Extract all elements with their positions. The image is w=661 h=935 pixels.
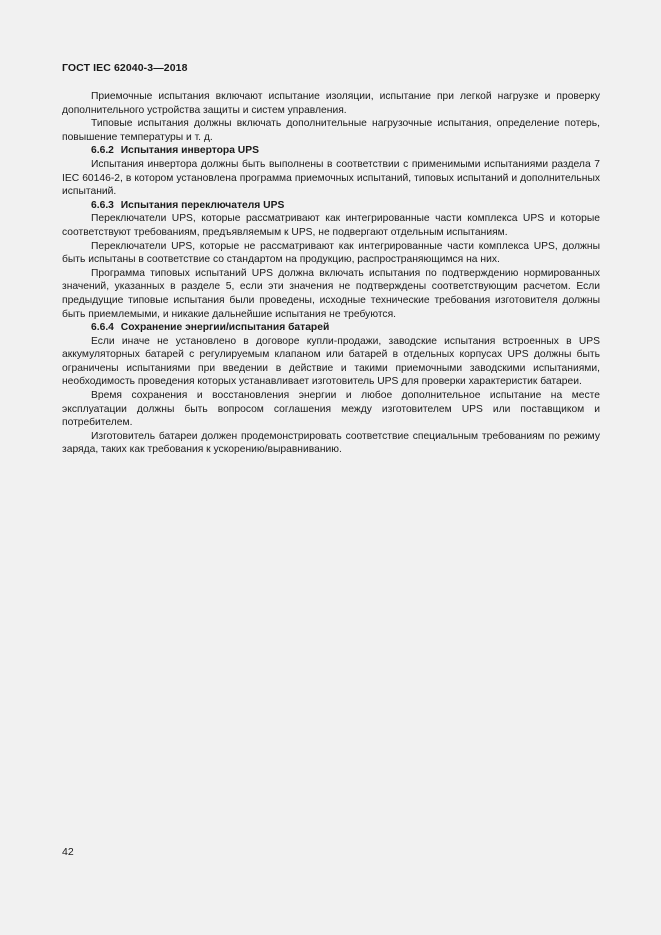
section-number: 6.6.4 <box>91 322 114 334</box>
section-number: 6.6.2 <box>91 145 114 157</box>
section-number: 6.6.3 <box>91 199 114 211</box>
paragraph-inverter-tests: Испытания инвертора должны быть выполнены в соответствии с применимыми испытаниями раздела 7 IEC 60146-2, в котором установлена программа приемочных испытаний, типовых испытаний и дополнительных испытаний. <box>62 158 600 198</box>
section-title: Сохранение энергии/испытания батарей <box>120 322 330 334</box>
section-title: Испытания переключателя UPS <box>120 199 285 211</box>
section-title: Испытания инвертора UPS <box>120 145 259 157</box>
paragraph-type-test-program: Программа типовых испытаний UPS должна включать испытания по подтверждению нормированных значений, указанных в разделе 5, если эти значения не подтверждены соответствующим расчетом. Если предыдущие типовые испытания были проведены, исходные технические требования изготовителя должны быть приемлемыми, и никакие дальнейшие испытания не требуются. <box>62 267 600 320</box>
paragraph-acceptance-tests: Приемочные испытания включают испытание изоляции, испытание при легкой нагрузке и проверку дополнительного устройства защиты и систем управления. <box>62 91 600 116</box>
paragraph-energy-storage-time: Время сохранения и восстановления энергии и любое дополнительное испытание на месте эксплуатации должны быть вопросом соглашения между изготовителем UPS или поставщиком и потребителем. <box>62 390 600 429</box>
paragraph-battery-factory-tests: Если иначе не установлено в договоре купли-продажи, заводские испытания встроенных в UPS аккумуляторных батарей с регулируемым клапаном или батарей в отдельных корпусах UPS должны быть ограничены испытаниями при введении в действие и такими приемочными заводскими испытаниями, необходимость проведения которых устанавливает изготовитель UPS для проверки характеристик батареи. <box>62 335 600 388</box>
paragraph-type-tests: Типовые испытания должны включать дополнительные нагрузочные испытания, определение потерь, повышение температуры и т. д. <box>62 118 600 143</box>
section-heading-6-6-2 <box>62 144 600 158</box>
page-number: 42 <box>62 846 74 858</box>
paragraph-battery-manufacturer: Изготовитель батареи должен продемонстрировать соответствие специальным требованиям по режиму заряда, таких как требования к ускорению/выравниванию. <box>62 430 600 456</box>
section-heading-6-6-3 <box>62 199 600 213</box>
document-header: ГОСТ IEC 62040-3—2018 <box>62 62 188 74</box>
section-heading-6-6-4 <box>62 321 600 335</box>
paragraph-integrated-switches: Переключатели UPS, которые рассматривают как интегрированные части комплекса UPS и которые соответствуют требованиям, предъявляемым к UPS, не подвергают отдельным испытаниям. <box>62 213 600 238</box>
paragraph-non-integrated-switches: Переключатели UPS, которые не рассматривают как интегрированные части комплекса UPS, должны быть испытаны в соответствие со стандартом на продукцию, распространяющимся на них. <box>62 240 600 266</box>
document-body <box>62 90 600 457</box>
